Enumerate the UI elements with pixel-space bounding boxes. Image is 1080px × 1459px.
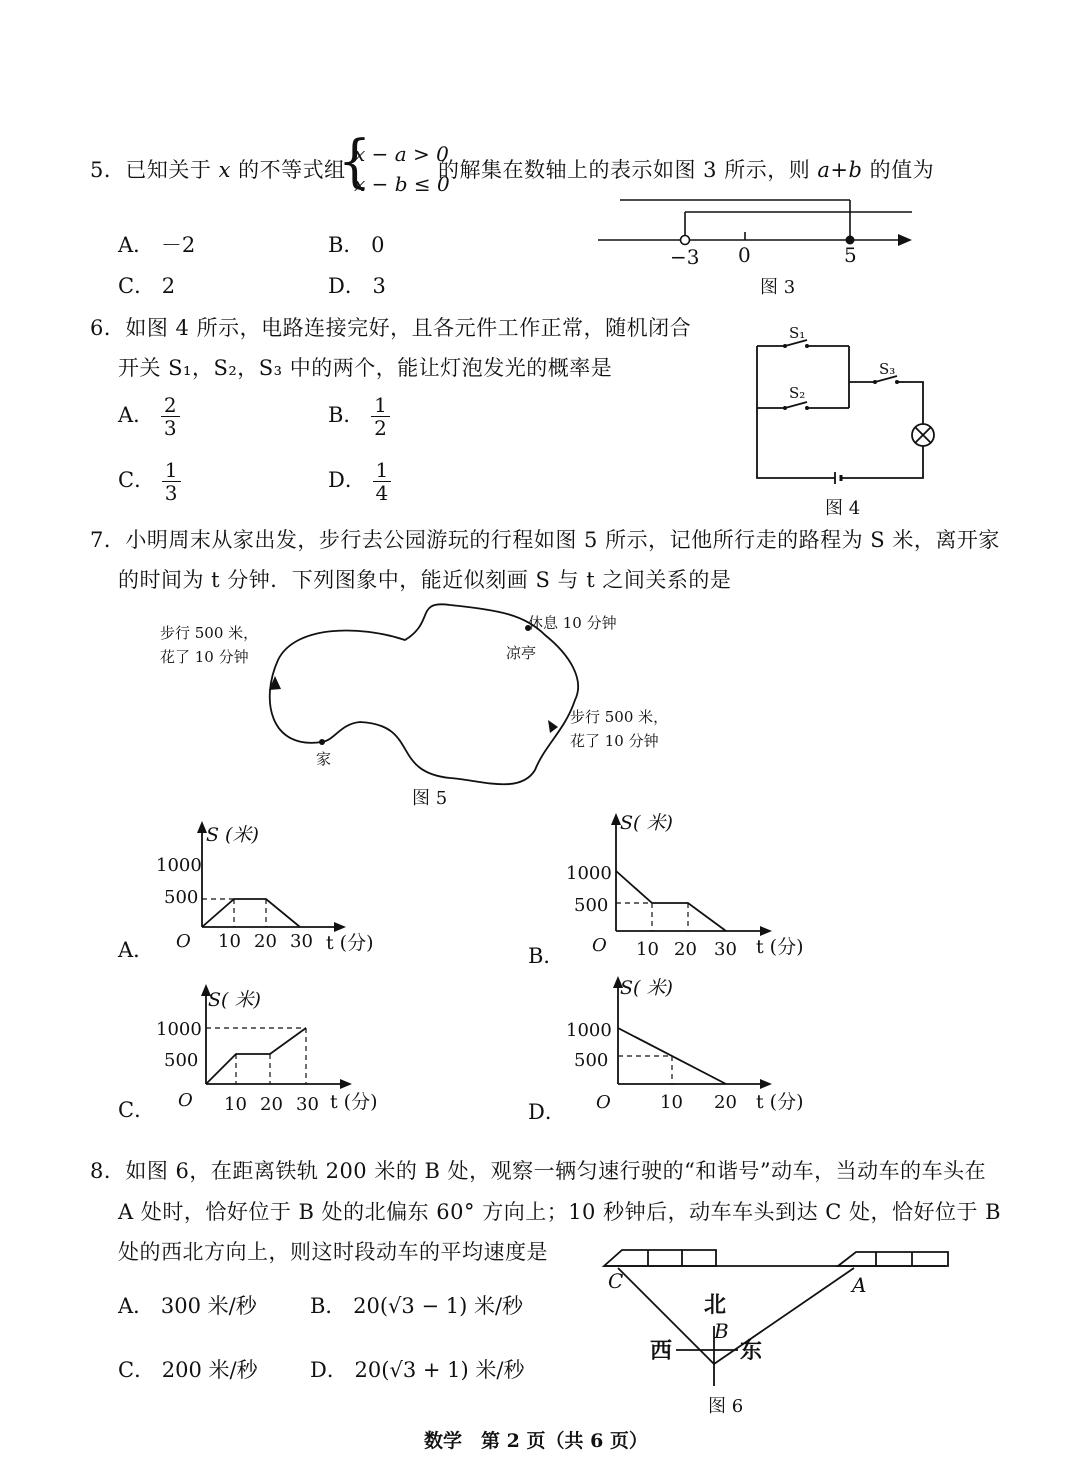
x-tick-10: 10 — [218, 931, 241, 952]
note-left-1: 步行 500 米， — [160, 624, 259, 642]
q8-stem-line2: A 处时，恰好位于 B 处的北偏东 60° 方向上；10 秒钟后，动车车头到达 C 处，恰好位于 B — [118, 1200, 1002, 1224]
x-axis-label: t (分) — [330, 1091, 378, 1113]
q8-option-c[interactable]: C． 200 米/秒 — [118, 1358, 258, 1382]
figure-4-caption: 图 4 — [825, 498, 861, 519]
y-tick-1000: 1000 — [566, 863, 612, 884]
q8-number: 8． — [90, 1159, 126, 1183]
graph-b[interactable] — [560, 805, 810, 965]
page-footer: 数学 第 2 页（共 6 页） — [424, 1430, 648, 1452]
y-axis-label: S( 米) — [620, 812, 673, 834]
q5-number: 5． — [90, 158, 126, 182]
q6-option-c[interactable]: C． $\frac{1}{3}$ — [118, 459, 181, 504]
q6-stem-line2: 开关 S₁，S₂，S₃ 中的两个，能让灯泡发光的概率是 — [118, 356, 613, 380]
graph-c[interactable] — [150, 980, 400, 1125]
y-axis-label: S( 米) — [620, 977, 673, 999]
x-tick-10: 10 — [660, 1092, 683, 1113]
y-tick-1000: 1000 — [156, 855, 202, 876]
fraction: $\frac{1}{2}$ — [371, 394, 390, 439]
route-arrow-right — [548, 720, 558, 733]
note-left-2: 花了 10 分钟 — [160, 648, 249, 666]
label-s2: S₂ — [789, 384, 806, 402]
x-tick-30: 30 — [290, 931, 313, 952]
point-b-label: B — [714, 1319, 729, 1343]
figure-5-caption: 图 5 — [412, 788, 448, 809]
inequality-2: x − b ≤ 0 — [354, 172, 450, 196]
origin-label: O — [596, 1092, 611, 1113]
pavilion-label: 凉亭 — [506, 644, 537, 662]
q8-stem-line3: 处的西北方向上，则这时段动车的平均速度是 — [118, 1240, 548, 1264]
q5-stem-part2: 的解集在数轴上的表示如图 3 所示，则 a+b 的值为 — [438, 158, 935, 182]
q7-stem-line2: 的时间为 t 分钟．下列图象中，能近似刻画 S 与 t 之间关系的是 — [118, 568, 732, 592]
figure-4-circuit — [745, 320, 945, 520]
train-a — [838, 1252, 948, 1266]
figure-5-route-map — [150, 600, 690, 815]
graph-a[interactable] — [150, 815, 400, 960]
figure-6-caption: 图 6 — [708, 1396, 744, 1417]
q6-option-b[interactable]: B． $\frac{1}{2}$ — [328, 394, 390, 439]
system-brace: { — [338, 129, 372, 195]
q7-option-a-label[interactable]: A． — [118, 938, 155, 962]
point-c-label: C — [608, 1269, 624, 1293]
note-right-1: 步行 500 米， — [570, 708, 669, 726]
q5-option-b[interactable]: B． 0 — [328, 233, 385, 257]
tick-label-neg3: −3 — [670, 245, 700, 269]
graph-c-line — [206, 1028, 306, 1084]
y-tick-1000: 1000 — [156, 1019, 202, 1040]
q5-option-d[interactable]: D． 3 — [328, 274, 386, 298]
inequality-1: x − a > 0 — [354, 142, 449, 166]
open-point-neg3 — [681, 236, 690, 245]
x-tick-20: 20 — [674, 939, 697, 960]
figure-3-number-line — [590, 190, 930, 300]
y-tick-1000: 1000 — [566, 1020, 612, 1041]
y-axis-label: S( 米) — [208, 989, 261, 1011]
y-tick-500: 500 — [574, 895, 609, 916]
y-tick-500: 500 — [164, 1050, 199, 1071]
q5-option-c[interactable]: C． 2 — [118, 274, 176, 298]
x-tick-10: 10 — [636, 939, 659, 960]
origin-label: O — [592, 935, 607, 956]
q8-option-a[interactable]: A． 300 米/秒 — [118, 1294, 257, 1318]
q7-option-d-label[interactable]: D． — [528, 1100, 566, 1124]
axis-arrow — [898, 234, 912, 246]
x-axis-label: t (分) — [326, 932, 374, 954]
x-tick-30: 30 — [296, 1094, 319, 1115]
home-point — [319, 739, 325, 745]
tick-label-0: 0 — [738, 243, 751, 267]
q7-number: 7． — [90, 528, 126, 552]
q7-stem-line1: 7．小明周末从家出发，步行去公园游玩的行程如图 5 所示，记他所行走的路程为 S 米，离开家 — [90, 528, 1000, 552]
graph-a-line — [202, 899, 300, 927]
inequality-system — [354, 139, 450, 199]
x-tick-20: 20 — [260, 1094, 283, 1115]
home-label: 家 — [316, 750, 332, 768]
tick-label-5: 5 — [844, 243, 857, 267]
x-tick-10: 10 — [224, 1094, 247, 1115]
fraction: $\frac{1}{4}$ — [373, 459, 392, 504]
q8-stem-line1: 8．如图 6，在距离铁轨 200 米的 B 处，观察一辆匀速行驶的“和谐号”动车，当动车的车头在 — [90, 1159, 987, 1183]
train-c — [604, 1250, 716, 1266]
fraction: $\frac{1}{3}$ — [162, 459, 181, 504]
y-tick-500: 500 — [574, 1050, 609, 1071]
y-axis-label: S (米) — [206, 824, 259, 846]
figure-3-caption: 图 3 — [760, 277, 796, 298]
q6-option-d[interactable]: D． $\frac{1}{4}$ — [328, 459, 391, 504]
switch-s2 — [785, 402, 807, 408]
north-label: 北 — [704, 1292, 727, 1318]
q6-stem-line1: 6．如图 4 所示，电路连接完好，且各元件工作正常，随机闭合 — [90, 316, 692, 340]
graph-b-line — [616, 871, 726, 931]
figure-6-railway — [596, 1236, 956, 1421]
note-right-2: 花了 10 分钟 — [570, 732, 659, 750]
q6-number: 6． — [90, 316, 126, 340]
east-label: 东 — [740, 1338, 763, 1364]
x-tick-30: 30 — [714, 939, 737, 960]
q7-option-c-label[interactable]: C． — [118, 1098, 156, 1122]
q6-option-a[interactable]: A． $\frac{2}{3}$ — [118, 394, 180, 439]
label-s1: S₁ — [789, 324, 806, 342]
q8-option-b[interactable]: B． 20(√3 − 1) 米/秒 — [310, 1294, 524, 1318]
q5-option-a[interactable]: A． －2 — [118, 233, 196, 257]
fraction: $\frac{2}{3}$ — [161, 394, 180, 439]
point-a-label: A — [852, 1273, 867, 1297]
x-tick-20: 20 — [254, 931, 277, 952]
q7-option-b-label[interactable]: B． — [528, 944, 565, 968]
q8-option-d[interactable]: D． 20(√3 + 1) 米/秒 — [310, 1358, 525, 1382]
q5-stem-part1: 5．已知关于 x 的不等式组 — [90, 158, 346, 182]
west-label: 西 — [650, 1338, 673, 1364]
x-tick-20: 20 — [714, 1092, 737, 1113]
origin-label: O — [178, 1090, 193, 1111]
note-rest: 休息 10 分钟 — [528, 614, 617, 632]
origin-label: O — [176, 931, 191, 952]
x-axis-label: t (分) — [756, 936, 804, 958]
label-s3: S₃ — [879, 360, 896, 378]
x-axis-label: t (分) — [756, 1091, 804, 1113]
y-tick-500: 500 — [164, 887, 199, 908]
graph-d[interactable] — [560, 968, 810, 1118]
